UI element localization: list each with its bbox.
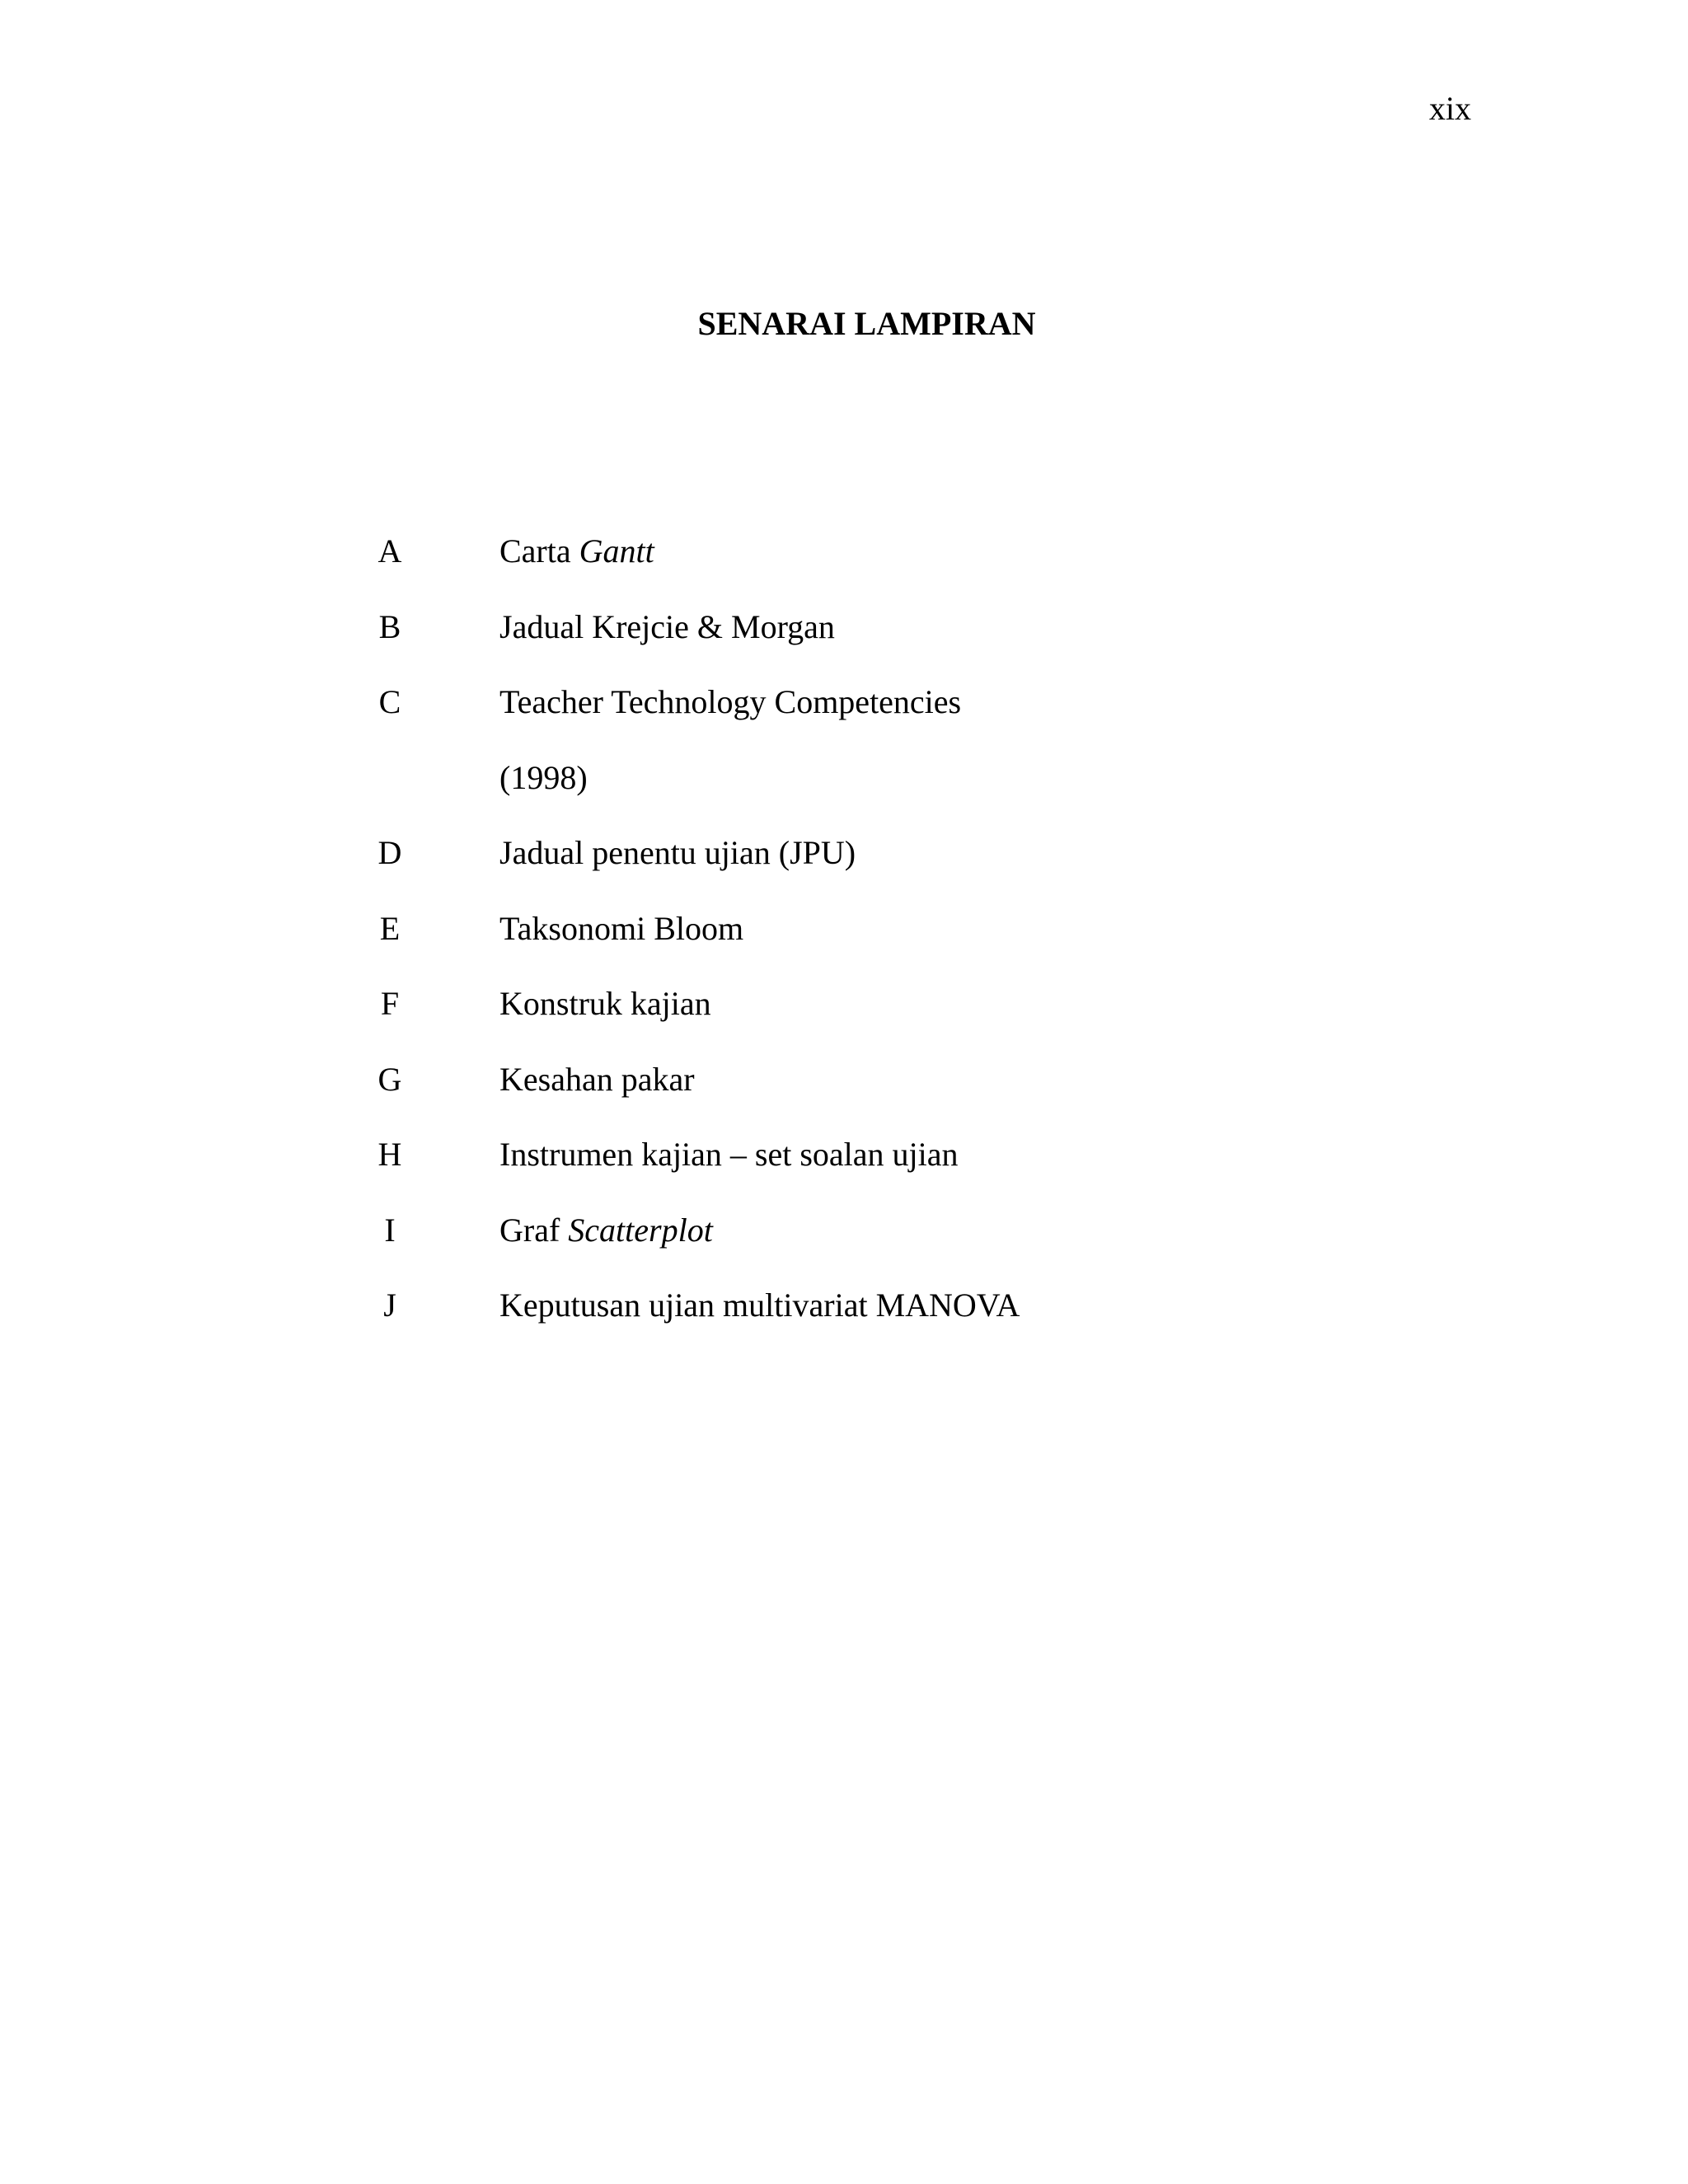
- appendix-list: [0, 528, 1688, 1358]
- appendix-title-plain: Instrumen kajian – set soalan ujian: [499, 1136, 959, 1173]
- appendix-title-plain: Jadual Krejcie & Morgan: [499, 607, 835, 645]
- appendix-item-c: [0, 679, 1688, 755]
- appendix-title-plain: Teacher Technology Competencies: [499, 683, 962, 720]
- appendix-letter: B: [378, 607, 401, 645]
- appendix-letter: D: [377, 834, 402, 871]
- appendix-item-h: [0, 1132, 1688, 1207]
- appendix-title: [499, 1132, 959, 1178]
- appendix-title-italic: Scatterplot: [568, 1211, 713, 1249]
- appendix-letter: G: [377, 1060, 402, 1098]
- appendix-title-plain: Keputusan ujian multivariat MANOVA: [499, 1286, 1020, 1324]
- appendix-title: [499, 755, 588, 801]
- appendix-title: [499, 604, 835, 650]
- appendix-title: [499, 906, 743, 952]
- appendix-letter: I: [384, 1211, 396, 1249]
- appendix-title-plain: Kesahan pakar: [499, 1060, 695, 1098]
- appendix-item-e: [0, 906, 1688, 982]
- page-title: SENARAI LAMPIRAN: [697, 305, 1036, 342]
- appendix-title: [499, 1282, 1020, 1329]
- appendix-title: [499, 679, 961, 725]
- appendix-title-plain: Jadual penentu ujian (JPU): [499, 834, 856, 871]
- appendix-item-d: [0, 830, 1688, 906]
- appendix-title-plain: (1998): [499, 758, 588, 796]
- appendix-item-a: [0, 528, 1688, 604]
- appendix-title-italic: Gantt: [579, 532, 654, 569]
- appendix-title: [499, 528, 654, 574]
- appendix-title: [499, 981, 711, 1027]
- appendix-title: [499, 1207, 713, 1254]
- appendix-item-j: [0, 1282, 1688, 1358]
- page-number: xix: [1428, 90, 1471, 127]
- appendix-title: [499, 830, 856, 876]
- appendix-title-plain: Carta: [499, 532, 579, 569]
- appendix-letter: A: [377, 532, 402, 569]
- appendix-title-plain: Konstruk kajian: [499, 985, 711, 1022]
- appendix-item-b: [0, 604, 1688, 680]
- appendix-letter: C: [378, 683, 401, 720]
- appendix-letter: E: [379, 909, 401, 947]
- appendix-item-i: [0, 1207, 1688, 1283]
- appendix-letter: H: [377, 1136, 402, 1173]
- appendix-item-g: [0, 1057, 1688, 1132]
- appendix-title-plain: Taksonomi Bloom: [499, 909, 744, 947]
- appendix-letter: J: [383, 1286, 396, 1324]
- appendix-item-f: [0, 981, 1688, 1057]
- appendix-title-plain: Graf: [499, 1211, 569, 1249]
- appendix-item-c-continued: [0, 755, 1688, 831]
- appendix-letter: F: [380, 985, 400, 1022]
- appendix-title: [499, 1057, 695, 1103]
